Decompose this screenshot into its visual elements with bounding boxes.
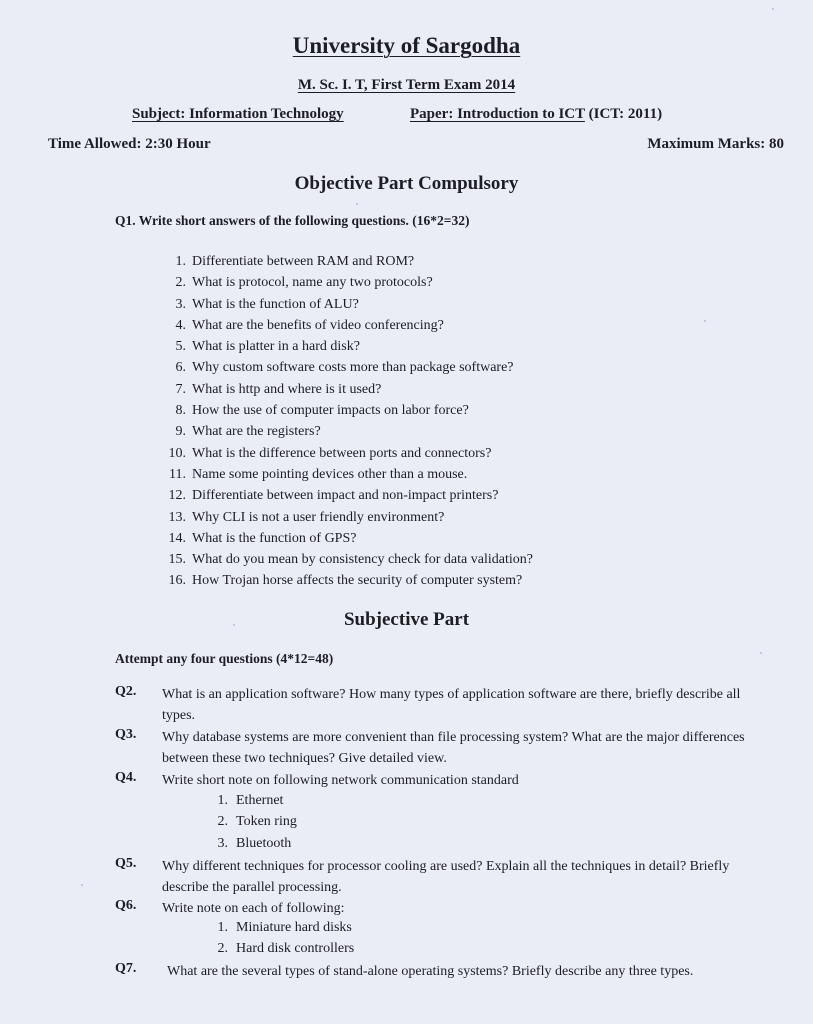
- q7-text: What are the several types of stand-alone operating systems? Briefly describe any three types.: [167, 964, 694, 979]
- time-allowed: Time Allowed: 2:30 Hour: [48, 136, 211, 152]
- q2-text: What is an application software? How many types of application software are there, briefly describe all types.: [162, 687, 741, 723]
- q4-text: Write short note on following network communication standard: [162, 773, 519, 788]
- q7-number: Q7.: [115, 961, 137, 976]
- exam-title: M. Sc. I. T, First Term Exam 2014: [297, 77, 516, 93]
- list-item: 14. What is the function of GPS?: [168, 530, 357, 546]
- paper-code: (ICT: 2011): [588, 106, 663, 122]
- list-item: 1. Differentiate between RAM and ROM?: [175, 254, 415, 269]
- q6-list: [208, 917, 354, 960]
- list-item: 1. Miniature hard disks: [217, 920, 352, 935]
- short-question-list: [158, 251, 533, 592]
- scan-speck: [772, 8, 774, 10]
- scan-speck: [233, 624, 235, 626]
- paper-line: [410, 106, 662, 123]
- list-item: 2. Token ring: [217, 814, 297, 830]
- scan-speck: [81, 884, 83, 886]
- list-item: 2. Hard disk controllers: [217, 941, 355, 957]
- q4-number: Q4.: [115, 770, 137, 785]
- list-item: 2. What is protocol, name any two protocols?: [175, 275, 433, 291]
- list-item: 8. How the use of computer impacts on labor force?: [175, 403, 469, 419]
- q2-number: Q2.: [115, 684, 137, 699]
- list-item: 15. What do you mean by consistency check for data validation?: [168, 552, 533, 568]
- q5-text: Why different techniques for processor cooling are used? Explain all the techniques in detail? Briefly describe the parallel processing.: [162, 859, 730, 895]
- q1-instruction: Q1. Write short answers of the following questions. (16*2=32): [115, 213, 470, 228]
- subjective-instruction: Attempt any four questions (4*12=48): [115, 651, 334, 666]
- list-item: 4. What are the benefits of video conferencing?: [175, 317, 444, 333]
- list-item: 6. Why custom software costs more than package software?: [175, 360, 514, 376]
- list-item: 13. Why CLI is not a user friendly environment?: [168, 509, 445, 525]
- q5-number: Q5.: [115, 856, 137, 871]
- scan-speck: [760, 652, 762, 654]
- q3-number: Q3.: [115, 727, 137, 742]
- objective-heading: Objective Part Compulsory: [294, 173, 519, 194]
- q3-text: Why database systems are more convenient than file processing system? What are the major differences between these two techniques? Give detailed view.: [162, 730, 745, 766]
- list-item: 5. What is platter in a hard disk?: [175, 339, 360, 355]
- list-item: 16. How Trojan horse affects the security of computer system?: [168, 573, 523, 589]
- list-item: 10. What is the difference between ports and connectors?: [168, 445, 492, 461]
- scan-speck: [356, 203, 358, 205]
- q6-text: Write note on each of following:: [162, 901, 345, 916]
- university-title: University of Sargodha: [292, 33, 521, 58]
- list-item: 12. Differentiate between impact and non-impact printers?: [168, 488, 499, 504]
- list-item: 1. Ethernet: [217, 793, 284, 808]
- scan-speck: [704, 320, 706, 322]
- q6-number: Q6.: [115, 898, 137, 913]
- list-item: 3. Bluetooth: [217, 835, 292, 851]
- list-item: 3. What is the function of ALU?: [175, 296, 359, 312]
- list-item: 7. What is http and where is it used?: [175, 381, 382, 397]
- subject-label: Subject: Information Technology: [132, 106, 344, 122]
- subjective-heading: Subjective Part: [343, 609, 470, 630]
- q4-list: [208, 790, 297, 854]
- list-item: 9. What are the registers?: [175, 424, 321, 440]
- list-item: 11. Name some pointing devices other than a mouse.: [169, 466, 468, 482]
- maximum-marks: Maximum Marks: 80: [647, 136, 784, 152]
- paper-label: Paper: Introduction to ICT: [410, 106, 585, 122]
